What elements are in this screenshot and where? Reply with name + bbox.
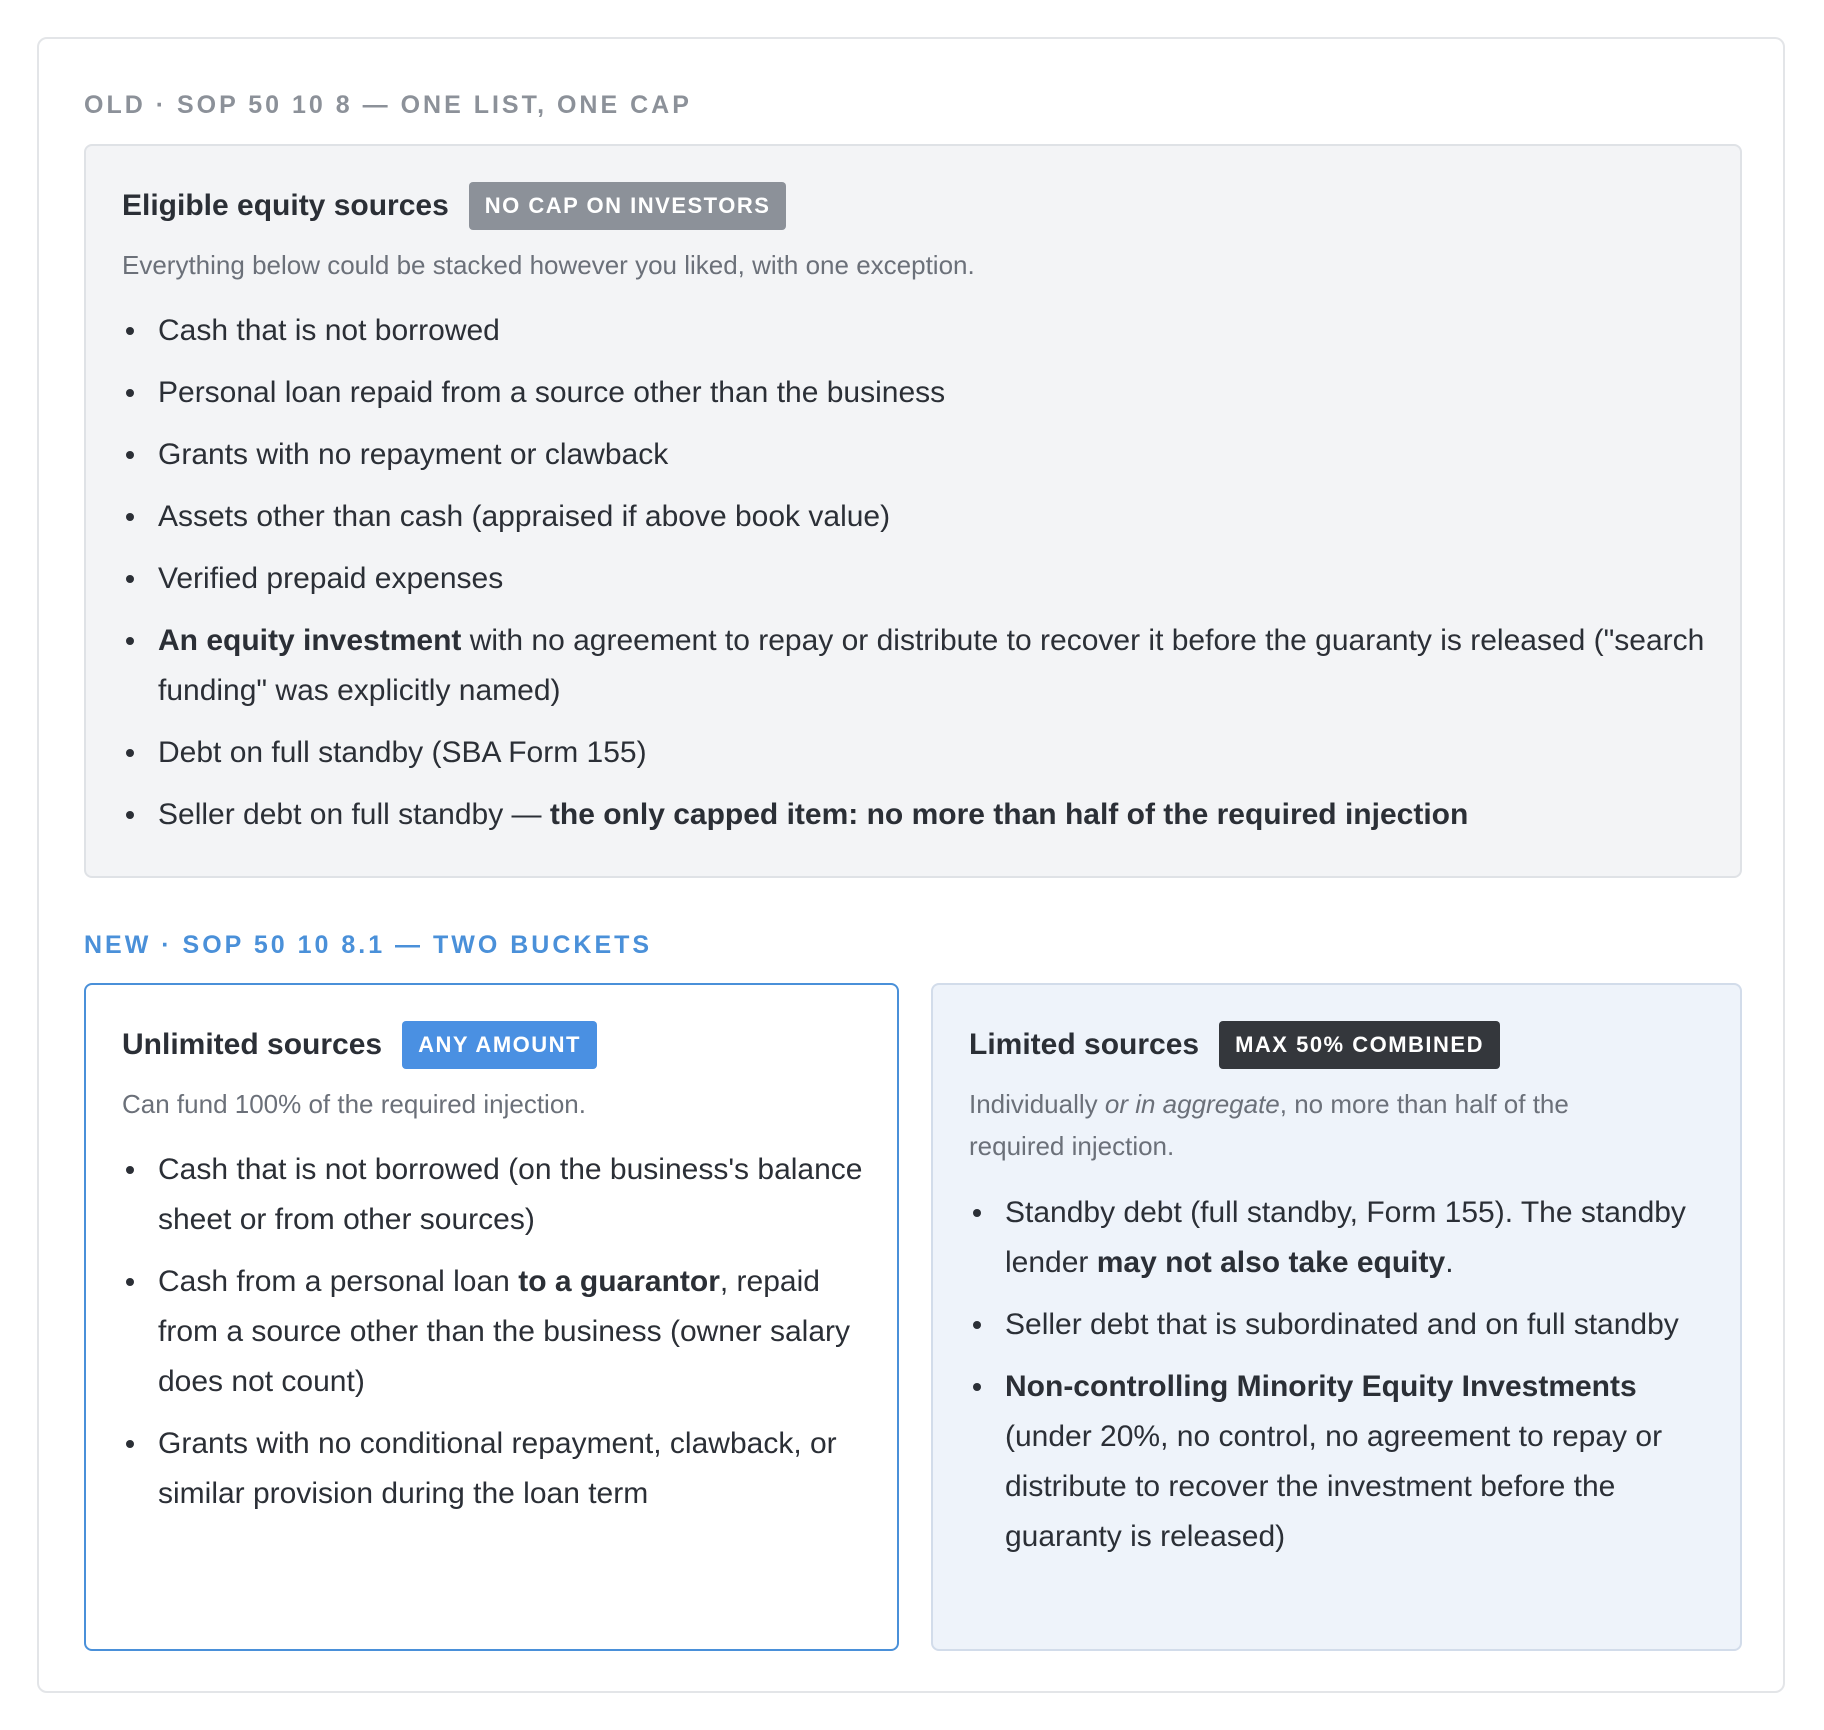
list-item: Grants with no repayment or clawback — [158, 430, 1718, 480]
list-item: Personal loan repaid from a source other than the business — [158, 368, 1718, 418]
old-sources-list — [122, 306, 1718, 852]
list-item: Non-controlling Minority Equity Investments (under 20%, no control, no agreement to repay or distribute to recover the investment before the guaranty is released) — [1005, 1362, 1705, 1562]
list-item: Grants with no conditional repayment, clawback, or similar provision during the loan term — [158, 1419, 878, 1519]
list-item: Cash that is not borrowed (on the business's balance sheet or from other sources) — [158, 1145, 878, 1245]
new-section-label: NEW · SOP 50 10 8.1 — TWO BUCKETS — [84, 931, 653, 959]
limited-panel-subtitle: Individually or in aggregate, no more than half of the required injection. — [969, 1089, 1569, 1161]
limited-sources-list — [969, 1188, 1705, 1574]
unlimited-sources-list — [122, 1145, 878, 1531]
limited-sources-panel — [931, 983, 1742, 1651]
unlimited-panel-subtitle: Can fund 100% of the required injection. — [122, 1089, 586, 1119]
max-combined-badge: MAX 50% COMBINED — [1219, 1021, 1500, 1069]
list-item: An equity investment with no agreement to repay or distribute to recover it before the guaranty is released ("search funding" was explicitly named) — [158, 616, 1718, 716]
list-item: Seller debt on full standby — the only capped item: no more than half of the required injection — [158, 790, 1718, 840]
any-amount-badge: ANY AMOUNT — [402, 1021, 597, 1069]
list-item: Seller debt that is subordinated and on full standby — [1005, 1300, 1705, 1350]
list-item: Standby debt (full standby, Form 155). The standby lender may not also take equity. — [1005, 1188, 1705, 1288]
old-panel-header — [122, 182, 786, 230]
list-item: Cash that is not borrowed — [158, 306, 1718, 356]
list-item: Verified prepaid expenses — [158, 554, 1718, 604]
list-item: Assets other than cash (appraised if above book value) — [158, 492, 1718, 542]
list-item: Debt on full standby (SBA Form 155) — [158, 728, 1718, 778]
list-item: Cash from a personal loan to a guarantor, repaid from a source other than the business (owner salary does not count) — [158, 1257, 878, 1407]
unlimited-panel-header — [122, 1021, 597, 1069]
old-panel-subtitle: Everything below could be stacked however you liked, with one exception. — [122, 250, 975, 280]
limited-panel-title: Limited sources — [969, 1028, 1200, 1061]
comparison-card — [37, 37, 1785, 1693]
unlimited-panel-title: Unlimited sources — [122, 1028, 383, 1061]
old-section-label: OLD · SOP 50 10 8 — ONE LIST, ONE CAP — [84, 91, 692, 119]
no-cap-badge: NO CAP ON INVESTORS — [469, 182, 787, 230]
unlimited-sources-panel — [84, 983, 899, 1651]
limited-panel-header — [969, 1021, 1500, 1069]
old-eligible-sources-panel — [84, 144, 1742, 878]
old-panel-title: Eligible equity sources — [122, 189, 449, 222]
